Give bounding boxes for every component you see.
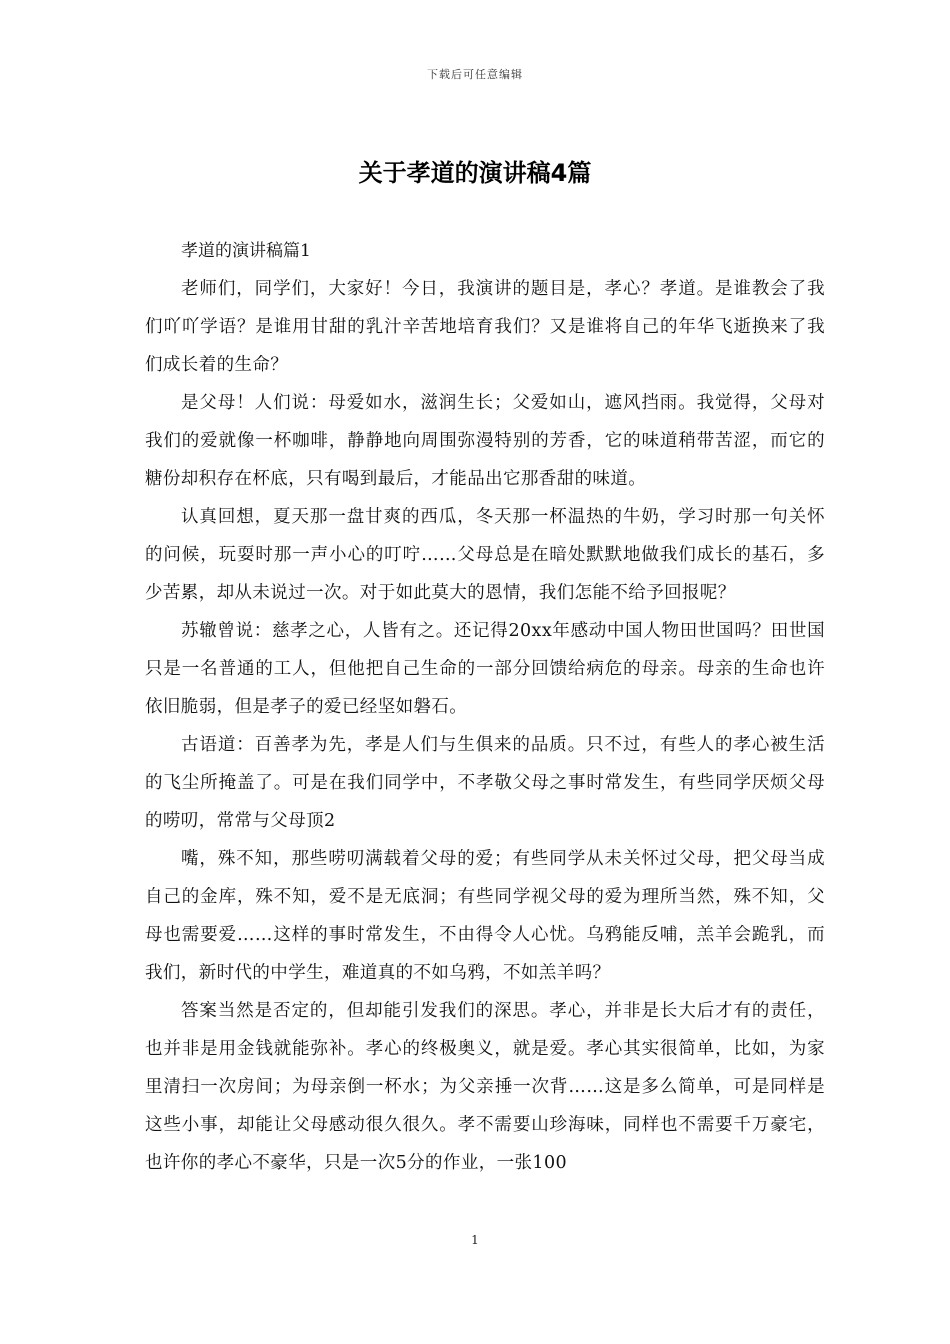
page-number: 1 [471, 1233, 479, 1247]
paragraph: 答案当然是否定的，但却能引发我们的深思。孝心，并非是长大后才有的责任，也并非是用金钱就能弥补。孝心的终极奥义，就是爱。孝心其实很简单，比如，为家里清扫一次房间；为母亲倒一杯水；为父亲捶一次背……这是多么简单，可是同样是这些小事，却能让父母感动很久很久。孝不需要山珍海味，同样也不需要千万豪宅，也许你的孝心不豪华，只是一次5分的作业，一张100 [145, 1001, 825, 1173]
document-body [145, 232, 825, 1182]
document-title: 关于孝道的演讲稿4篇 [358, 159, 592, 187]
paragraph: 苏辙曾说：慈孝之心，人皆有之。还记得20xx年感动中国人物田世国吗？田世国只是一名普通的工人，但他把自己生命的一部分回馈给病危的母亲。母亲的生命也许依旧脆弱，但是孝子的爱已经坚如磐石。 [145, 621, 825, 717]
section-heading: 孝道的演讲稿篇1 [181, 241, 311, 261]
paragraph: 老师们，同学们，大家好！今日，我演讲的题目是，孝心？孝道。是谁教会了我们吖吖学语？是谁用甘甜的乳汁辛苦地培育我们？又是谁将自己的年华飞逝换来了我们成长着的生命？ [145, 279, 825, 375]
paragraph: 古语道：百善孝为先，孝是人们与生俱来的品质。只不过，有些人的孝心被生活的飞尘所掩盖了。可是在我们同学中，不孝敬父母之事时常发生，有些同学厌烦父母的唠叨，常常与父母顶2 [145, 735, 825, 831]
paragraph: 嘴，殊不知，那些唠叨满载着父母的爱；有些同学从未关怀过父母，把父母当成自己的金库，殊不知，爱不是无底洞；有些同学视父母的爱为理所当然，殊不知，父母也需要爱……这样的事时常发生，不由得令人心忧。乌鸦能反哺，羔羊会跪乳，而我们，新时代的中学生，难道真的不如乌鸦，不如羔羊吗？ [145, 849, 825, 983]
header-note: 下载后可任意编辑 [427, 68, 523, 81]
paragraph: 是父母！人们说：母爱如水，滋润生长；父爱如山，遮风挡雨。我觉得，父母对我们的爱就像一杯咖啡，静静地向周围弥漫特别的芳香，它的味道稍带苦涩，而它的糖份却积存在杯底，只有喝到最后，才能品出它那香甜的味道。 [145, 393, 825, 489]
paragraph: 认真回想，夏天那一盘甘爽的西瓜，冬天那一杯温热的牛奶，学习时那一句关怀的问候，玩耍时那一声小心的叮咛……父母总是在暗处默默地做我们成长的基石，多少苦累，却从未说过一次。对于如此莫大的恩情，我们怎能不给予回报呢？ [145, 507, 825, 603]
